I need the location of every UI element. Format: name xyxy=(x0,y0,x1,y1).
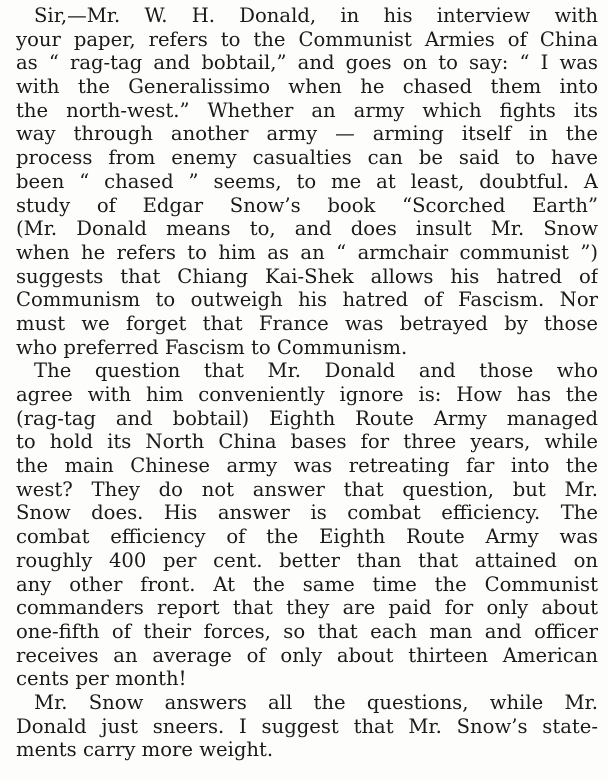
text-line: (rag-tag and bobtail) Eighth Route Army managed xyxy=(16,406,598,430)
text-line: Mr. Snow answers all the questions, while Mr. xyxy=(34,690,598,714)
text-line: commanders report that they are paid for only about xyxy=(16,596,598,620)
text-line: west? They do not answer that question, but Mr. xyxy=(16,477,598,501)
text-line: the main Chinese army was retreating far into the xyxy=(16,454,598,478)
text-line: Donald just sneers. I suggest that Mr. Snow’s state- xyxy=(16,714,598,738)
text-line: study of Edgar Snow’s book “Scorched Earth” xyxy=(16,193,598,217)
text-line: with the Generalissimo when he chased them into xyxy=(16,75,598,99)
text-line: Sir,—Mr. W. H. Donald, in his interview with xyxy=(34,4,598,27)
paragraph-1 xyxy=(16,4,598,359)
text-line: Snow does. His answer is combat efficiency. The xyxy=(16,501,598,525)
text-line: process from enemy casualties can be said to have xyxy=(16,146,598,170)
text-line: been “ chased ” seems, to me at least, doubtful. A xyxy=(16,169,598,193)
text-line: agree with him conveniently ignore is: How has the xyxy=(16,383,598,406)
paragraph-3 xyxy=(16,691,598,762)
text-line: your paper, refers to the Communist Armies of China xyxy=(16,27,598,51)
text-line: receives an average of only about thirteen American xyxy=(16,643,598,667)
text-line: (Mr. Donald means to, and does insult Mr. Snow xyxy=(16,217,598,241)
text-line: suggests that Chiang Kai-Shek allows his hatred of xyxy=(16,264,598,288)
text-line: ments carry more weight. xyxy=(16,738,274,762)
text-line: Communism to outweigh his hatred of Fascism. Nor xyxy=(16,288,598,312)
paragraph-2 xyxy=(16,359,598,691)
text-line: combat efficiency of the Eighth Route Army was xyxy=(16,525,598,549)
text-line: the north-west.” Whether an army which fights its xyxy=(16,98,598,122)
text-line: any other front. At the same time the Communist xyxy=(16,572,598,596)
text-line: way through another army — arming itself in the xyxy=(16,122,598,146)
text-line: roughly 400 per cent. better than that attained on xyxy=(16,548,598,572)
text-line: The question that Mr. Donald and those who xyxy=(34,359,598,383)
text-line: to hold its North China bases for three years, while xyxy=(16,430,598,454)
text-line: when he refers to him as an “ armchair communist ”) xyxy=(16,240,598,264)
text-line: who preferred Fascism to Communism. xyxy=(16,335,408,359)
text-line: one-fifth of their forces, so that each man and officer xyxy=(16,619,598,643)
text-line: cents per month! xyxy=(16,667,187,691)
text-line: as “ rag-tag and bobtail,” and goes on to say: “ I was xyxy=(16,51,598,75)
text-line: must we forget that France was betrayed by those xyxy=(16,311,598,335)
